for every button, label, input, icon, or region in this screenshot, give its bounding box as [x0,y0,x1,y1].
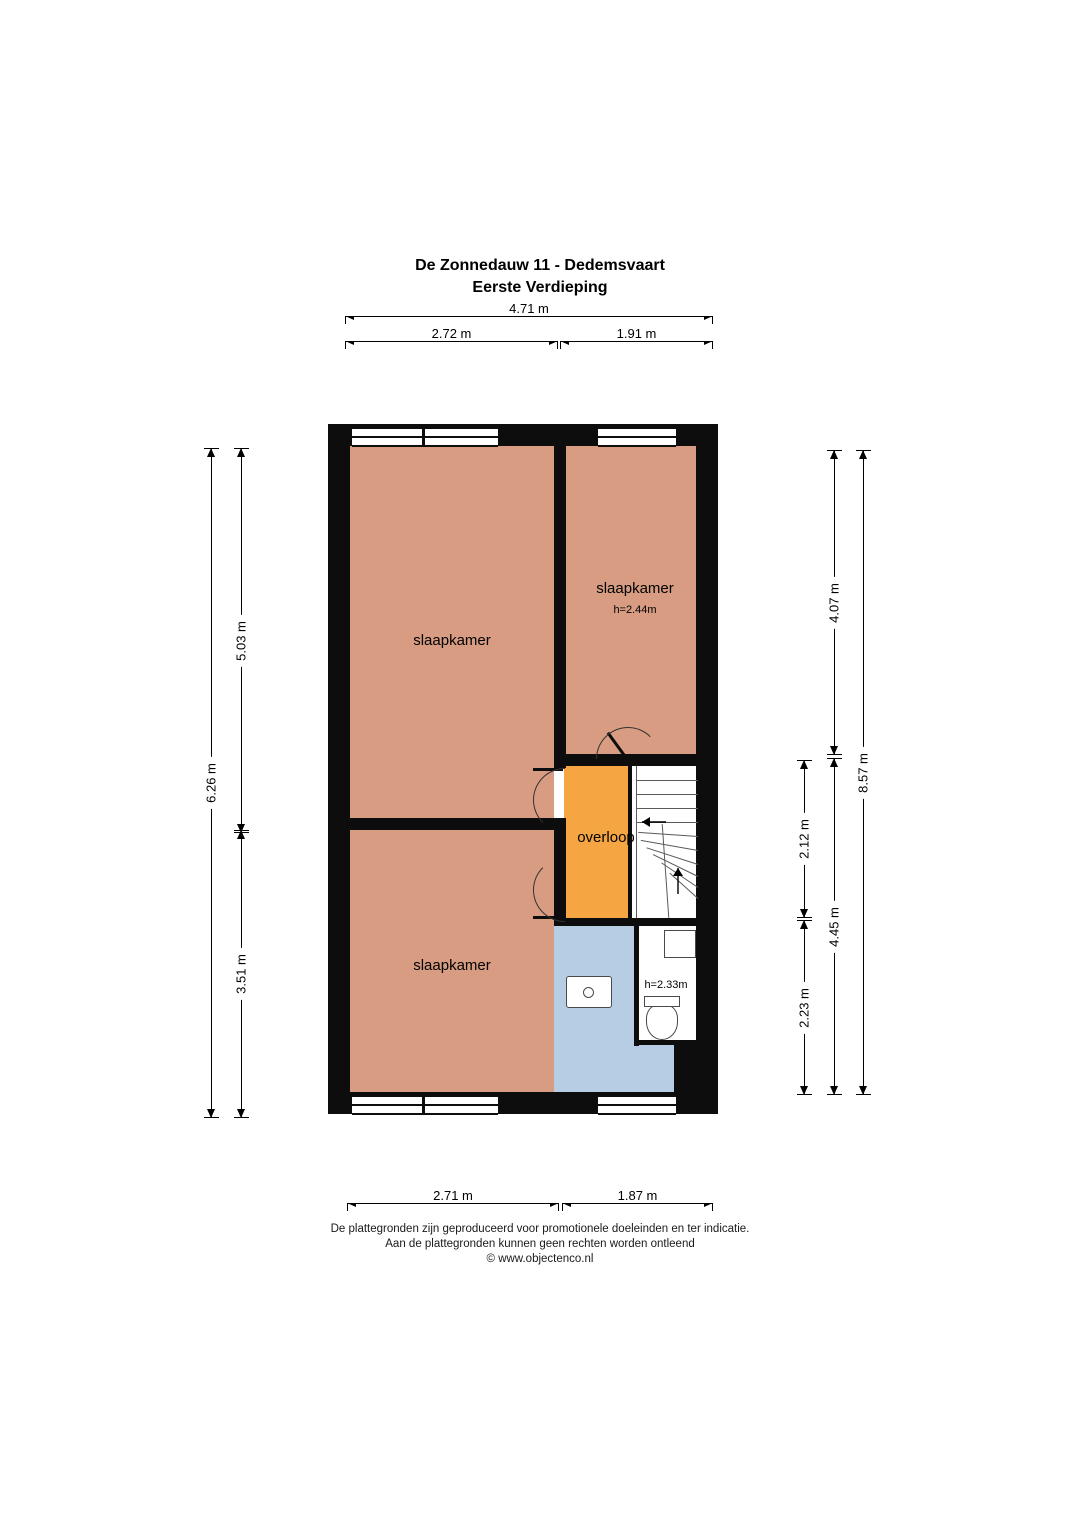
window-bottom-left [352,1095,498,1115]
title-floor: Eerste Verdieping [472,279,608,296]
room-height-bedroom-upper-right: h=2.44m [613,604,657,616]
dimension-top-right-label: 1.91 m [611,326,663,341]
dimension-top-overall [345,301,713,327]
title-address: De Zonnedauw 11 - Dedemsvaart [415,257,665,274]
dimension-left-inner-lower [230,830,252,1118]
dimension-right-mid-upper-label: 4.07 m [827,577,842,629]
dimension-bottom-left-label: 2.71 m [427,1188,479,1203]
dimension-left-inner-upper-label: 5.03 m [234,615,249,667]
wall-horizontal-mid-left [350,818,566,830]
window-top-left [352,427,498,447]
room-label-bedroom-upper-right: slaapkamer [596,580,674,597]
footer-line-2: Aan de plattegronden kunnen geen rechten worden ontleend [385,1238,695,1250]
dimension-right-mid-lower-label: 4.45 m [827,901,842,953]
cabinet-icon [664,930,696,958]
floor-plan-drawing [328,424,718,1114]
toilet-cistern-icon [644,996,680,1007]
room-label-bedroom-large: slaapkamer [413,632,491,649]
dimension-left-inner-upper [230,448,252,833]
dimension-right-inner-lower [793,920,815,1095]
toilet-icon [646,1004,678,1040]
footer-disclaimer [0,1222,1080,1267]
dimension-right-far [852,450,874,1095]
dimension-top-left [345,326,558,352]
room-bedroom-upper-right [564,446,706,756]
room-height-bathroom: h=2.33m [644,979,688,991]
dimension-top-left-label: 2.72 m [426,326,478,341]
dimension-left-outer [200,448,222,1118]
sink-drain-icon [583,987,594,998]
dimension-right-mid-lower [823,758,845,1095]
room-label-bedroom-lower-left: slaapkamer [413,957,491,974]
dimension-right-far-label: 8.57 m [856,747,871,799]
dimension-bottom-right-label: 1.87 m [612,1188,664,1203]
dimension-right-mid-upper [823,450,845,755]
dimension-bottom-left [347,1188,559,1214]
dimension-top-right [560,326,713,352]
room-label-landing: overloop [577,829,635,846]
dimension-left-inner-lower-label: 3.51 m [234,948,249,1000]
footer-line-3: © www.objectenco.nl [486,1253,594,1265]
dimension-right-inner-upper-label: 2.12 m [797,813,812,865]
wall-left [328,424,350,1114]
dimension-bottom-right [562,1188,713,1214]
window-top-right [598,427,676,447]
dimension-right-inner-upper [793,760,815,918]
dimension-right-inner-lower-label: 2.23 m [797,982,812,1034]
page-title [0,255,1080,299]
dimension-left-outer-label: 6.26 m [204,757,219,809]
wall-shaft-block [674,1044,696,1092]
dimension-top-overall-label: 4.71 m [503,301,555,316]
footer-line-1: De plattegronden zijn geproduceerd voor promotionele doeleinden en ter indicatie. [330,1223,750,1235]
window-bottom-right [598,1095,676,1115]
